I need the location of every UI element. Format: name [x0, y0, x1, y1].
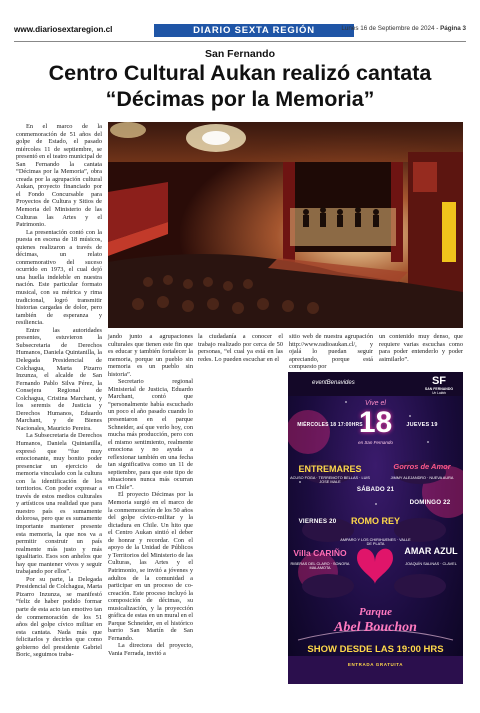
event-day-sat: SÁBADO 21 — [356, 486, 395, 493]
article-column-1 — [16, 123, 102, 659]
theatre-photo — [108, 122, 463, 328]
event-day-wed: MIÉRCOLES 18 17:00HRS — [297, 422, 363, 428]
page-header — [14, 24, 466, 40]
event-bands-sun: JOAQUÍN SALINAS · CLAVEL — [405, 562, 457, 566]
page-number: Página 3 — [440, 25, 466, 32]
section-band: DIARIO SEXTA REGIÓN — [154, 24, 354, 37]
big-18: 18 — [358, 406, 393, 439]
paragraph: En el marco de la conmemoración de 51 años del golpe de Estado, el pasado miércoles 11 de septiembre, se presentó en el teatro municipal de San Fernando la cantata “Décimas por la Memoria”, obra creada por la agrupación cultural Aukan, proyecto financiado por el Fondo Concursable para Proyectos de Cultura y Sitios de Memoria del Ministerio de las Culturas las Artes y el Patrimonio. — [16, 123, 102, 229]
paragraph: El proyecto Décimas por la Memoria surgió en el marco de la conmemoración de los 50 años del golpe cívico-militar y la dictadura en Chile. Un hito que el Centro Aukan sintió el deber de honrar y recordar. Con el apoyo de la Unidad de Públicos y Territorios del Ministerio de las Culturas, las Artes y el Patrimonio, se invitó a jóvenes y adultos de la comunidad a participar en un proceso de co-creación. Este proceso incluyó la composición de décimas, su musicalización, y la proyección gráfica de estas en un mural en el Parque Schneider, en el histórico barrio San Martín de San Fernando. — [108, 491, 193, 642]
venue-abel-bouchon: Abel Bouchon — [334, 620, 417, 635]
venue-parque: Parque — [359, 606, 392, 618]
vive-el: Vive el — [365, 400, 386, 407]
paragraph: Entre las autoridades presentes, estuvieron la Subsecretaria de Derechos Humanos, Daniela Quintanilla, la Delegada Presidencial de Colchagua, Marta Pizarro Inzunza, el alcalde de San Fernando Pablo Silva Pérez, la Consejera Regional de Colchagua, Cristina Marchant, y los seremis de Justicia y Derechos Humanos, Eduardo Marchant, y de Bienes Nacionales, Mauricio Pereira. — [16, 326, 102, 432]
paragraph: sitio web de nuestra agrupación http://www.radioaukan.cl/, y ojalá lo puedan seguir apreciando, porque está compuesto por — [289, 333, 373, 371]
paragraph: jando junto a agrupaciones culturales que tienen este fin que es educar y también fortalecer la memoria, porque un pueblo sin memoria es un pueblo sin historia”. — [108, 333, 193, 378]
show-time: SHOW DESDE LAS 19:00 HRS — [307, 644, 444, 655]
paragraph: La directora del proyecto, Vania Ferrada, invitó a — [108, 642, 193, 657]
header-rule — [14, 41, 466, 42]
article-headline — [0, 60, 480, 112]
article-column-5 — [379, 333, 463, 363]
site-url[interactable]: www.diariosextaregion.cl — [14, 25, 113, 34]
event-title-gorros: Gorros de Amor — [393, 462, 451, 471]
article-column-3 — [198, 333, 283, 363]
headline-line-2: “Décimas por la Memoria” — [105, 87, 375, 111]
en-san-fernando: en San Fernando — [358, 440, 393, 445]
issue-date: Lunes 16 de Septiembre de 2024 - Página 3 — [341, 25, 466, 32]
event-day-thu: JUEVES 19 — [406, 422, 438, 428]
event-day-sun: DOMINGO 22 — [409, 499, 451, 506]
paragraph: la ciudadanía a conocer el trabajo realizado por cerca de 50 personas, “el cual ya está en las redes. Lo pueden escuchar en el — [198, 333, 283, 363]
sf-logo-letters: SF — [431, 375, 447, 387]
event-title-amar-azul: AMAR AZUL — [404, 546, 458, 556]
sf-logo-tag: Un Latido — [431, 391, 447, 395]
paragraph: Secretario regional Ministerial de Justicia, Eduardo Marchant, contó que “personalmente había escuchado un poco el año pasado cuando lo presentaron en el parque Schneider, así que verlo hoy, con mucha más producción, pero con el mismo sentimiento, realmente emociona y no ayuda a reflexionar también en una fecha tan significativa como un 11 de septiembre, para que este tipo de situaciones nunca más ocurran en Chile”. — [108, 378, 193, 491]
entry-free: ENTRADA GRATUITA — [347, 662, 404, 667]
event-poster[interactable] — [288, 372, 463, 684]
event-title-villa-carino: Villa CARIÑO — [293, 548, 347, 558]
article-column-4 — [289, 333, 373, 371]
paragraph: un contenido muy denso, que requiere varias escuchas como para poder entenderlo y poder asimilarlo”. — [379, 333, 463, 363]
article-kicker: San Fernando — [204, 48, 275, 60]
headline-line-1: Centro Cultural Aukan realizó cantata — [48, 61, 432, 85]
event-bands-sat: AMPARO Y LOS CHIRIHUENES · VALLE DE PLATA — [340, 538, 411, 546]
paragraph: La presentación contó con la puesta en escena de 18 músicos, quienes realizaron a través de décimas, un relato conmemorativo del suceso ocurrido en 1973, el cual dejó una huella indeleble en nuestra nación. Este particular formato musical, con su métrica y rima tradicional, logró transmitir historias cargadas de dolor, pero también de esperanza y resiliencia. — [16, 228, 102, 327]
paragraph: La Subsecretaria de Derechos Humanos, Daniela Quintanilla, expresó que “fue muy emocionante, muy bonito poder presenciar un ejercicio de memoria vinculado con la cultura con la identificación de los territorios. Con poder expresar a través de estos medios culturales y artísticos una realidad que para nuestro país es sumamente dolorosa, pero que es sumamente importante mantener presente esta memoria, la que nos va a permitir construir un país realmente más justo y más igualitario. Esos son anhelos que hay que mantener vivos y seguir trabajando por ellos”. — [16, 432, 102, 576]
event-day-fri: VIERNES 20 — [298, 518, 337, 525]
sf-logo — [421, 376, 457, 395]
event-title-romo-rey: ROMO REY — [350, 516, 400, 526]
article-column-2 — [108, 333, 193, 658]
theatre-photo-svg — [108, 122, 463, 328]
paragraph: Por su parte, la Delegada Presidencial de Colchagua, Marta Pizarro Inzunza, se manifestó “feliz de haber podido formar parte de esta acto tan emotivo tan de conmemoración de los 51 años del golpe cívico militar en esta cantata. Nada más que felicitarlos y decirles que como gobierno del presidente Gabriel Boric, seguimos traba- — [16, 575, 102, 659]
event-bands-thu: JIMMY ALEJANDRO · NUEVA AURA — [390, 476, 454, 480]
sf-logo-sub: SAN FERNANDO — [424, 387, 454, 391]
poster-brand: eventBenavides — [312, 380, 355, 386]
event-title-entremares: ENTREMARES — [298, 464, 362, 474]
event-bands-wed: ACUSO FOGA · TERREMOTO BELLAS · LUIS JOSE MALE — [290, 476, 370, 484]
event-bands-fri: RIBERAS DEL CLARO · SONORA MALAMOTA — [290, 562, 350, 570]
